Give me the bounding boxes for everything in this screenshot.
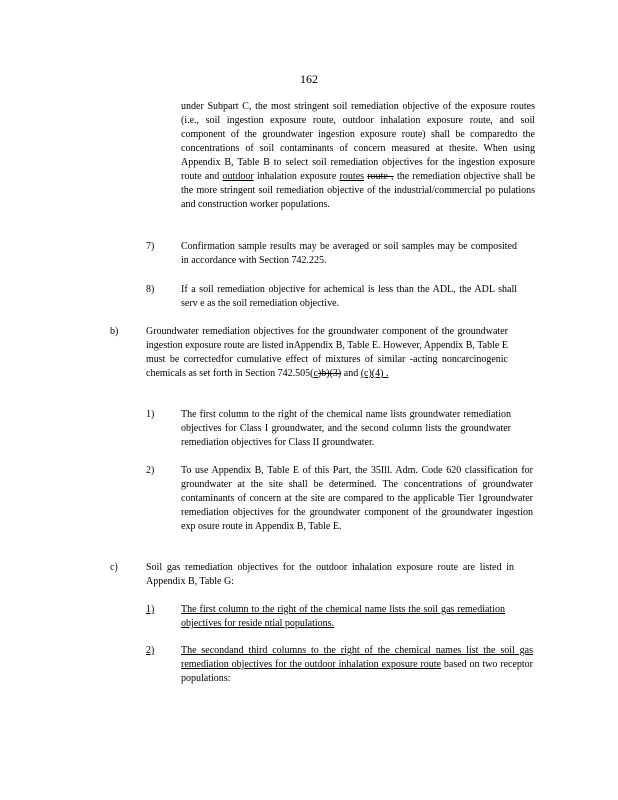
- page-number: 162: [300, 72, 318, 86]
- section-b-item-2-text: To use Appendix B, Table E of this Part, the 35Ill. Adm. Code 620 classification for groundwater at the site shall be determined. The concentrations of groundwater contaminants of concern at the site are compared to the applicable Tier 1groundwater remediation objectives for the groundwater component of the groundwater ingestion exp osure route in Appendix B, Table E.: [181, 465, 533, 532]
- intro-text-3: the remediation objective shall be the more stringent soil remediation objective of the industrial/commercial po pulations and construction worker populations.: [181, 171, 536, 210]
- section-c-item-2-label: 2): [146, 645, 155, 656]
- intro-underlined-routes: routes: [339, 171, 365, 182]
- section-b-label: b): [110, 326, 119, 337]
- section-b-item-1-text: The first column to the right of the chemical name lists groundwater remediation objectives for Class I groundwater, and the second column lists the groundwater remediation objectives for Class II groundwater.: [181, 409, 511, 448]
- intro-struck-route: route ,: [367, 171, 394, 182]
- item-8-label: 8): [146, 284, 155, 295]
- section-c-item-2-text: based on two receptor populations:: [181, 659, 534, 684]
- section-b-text: Groundwater remediation objectives for the groundwater component of the groundwater ingestion exposure route are listed inAppendix B, Table E. However, Appendix B, Table E must be correctedfor cumulative effect of mixtures of similar -acting noncarcinogenic chemicals as set forth in Section 742.505(: [146, 326, 508, 379]
- section-b-underlined-c: c: [313, 368, 318, 379]
- section-b-item-2-label: 2): [146, 465, 155, 476]
- section-c-label: c): [110, 562, 118, 573]
- section-c-item-1-text: The first column to the right of the chemical name lists the soil gas remediation objectives for reside ntial populations.: [181, 604, 505, 629]
- section-b-item-1-label: 1): [146, 409, 155, 420]
- intro-underlined-outdoor: outdoor: [222, 171, 254, 182]
- item-7-label: 7): [146, 241, 155, 252]
- section-c-item-2-underlined: The secondand third columns to the right of the chemical names list the soil gas remediation objectives for the outdoor inhalation exposure route: [181, 645, 533, 670]
- intro-paragraph: [181, 100, 535, 212]
- section-b-and: and: [341, 368, 361, 379]
- section-b-paragraph: [146, 325, 508, 381]
- section-c-item-1-label: 1): [146, 604, 155, 615]
- item-7-text: Confirmation sample results may be averaged or soil samples may be composited in accordance with Section 742.225.: [181, 241, 517, 266]
- section-b-underlined-ref: (c)(4) .: [360, 368, 389, 379]
- intro-text-2: inhalation exposure: [256, 171, 337, 182]
- section-c-item-2-paragraph: [181, 644, 533, 686]
- section-b-struck-ref: )b)(3): [317, 368, 342, 379]
- item-8-text: If a soil remediation objective for achemical is less than the ADL, the ADL shall serv e as the soil remediation objective.: [181, 284, 517, 309]
- section-c-text: Soil gas remediation objectives for the outdoor inhalation exposure route are listed in Appendix B, Table G:: [146, 562, 514, 587]
- intro-text-1: under Subpart C, the most stringent soil remediation objective of the exposure routes (i.e., soil ingestion exposure route, outdoor inhalation exposure route, and soil component of the groundwater ingestion exposure route) shall be comparedto the concentrations of soil contaminants of concern measured at thesite. When using Appendix B, Table B to select soil remediation objectives for the ingestion exposure route and: [181, 101, 535, 182]
